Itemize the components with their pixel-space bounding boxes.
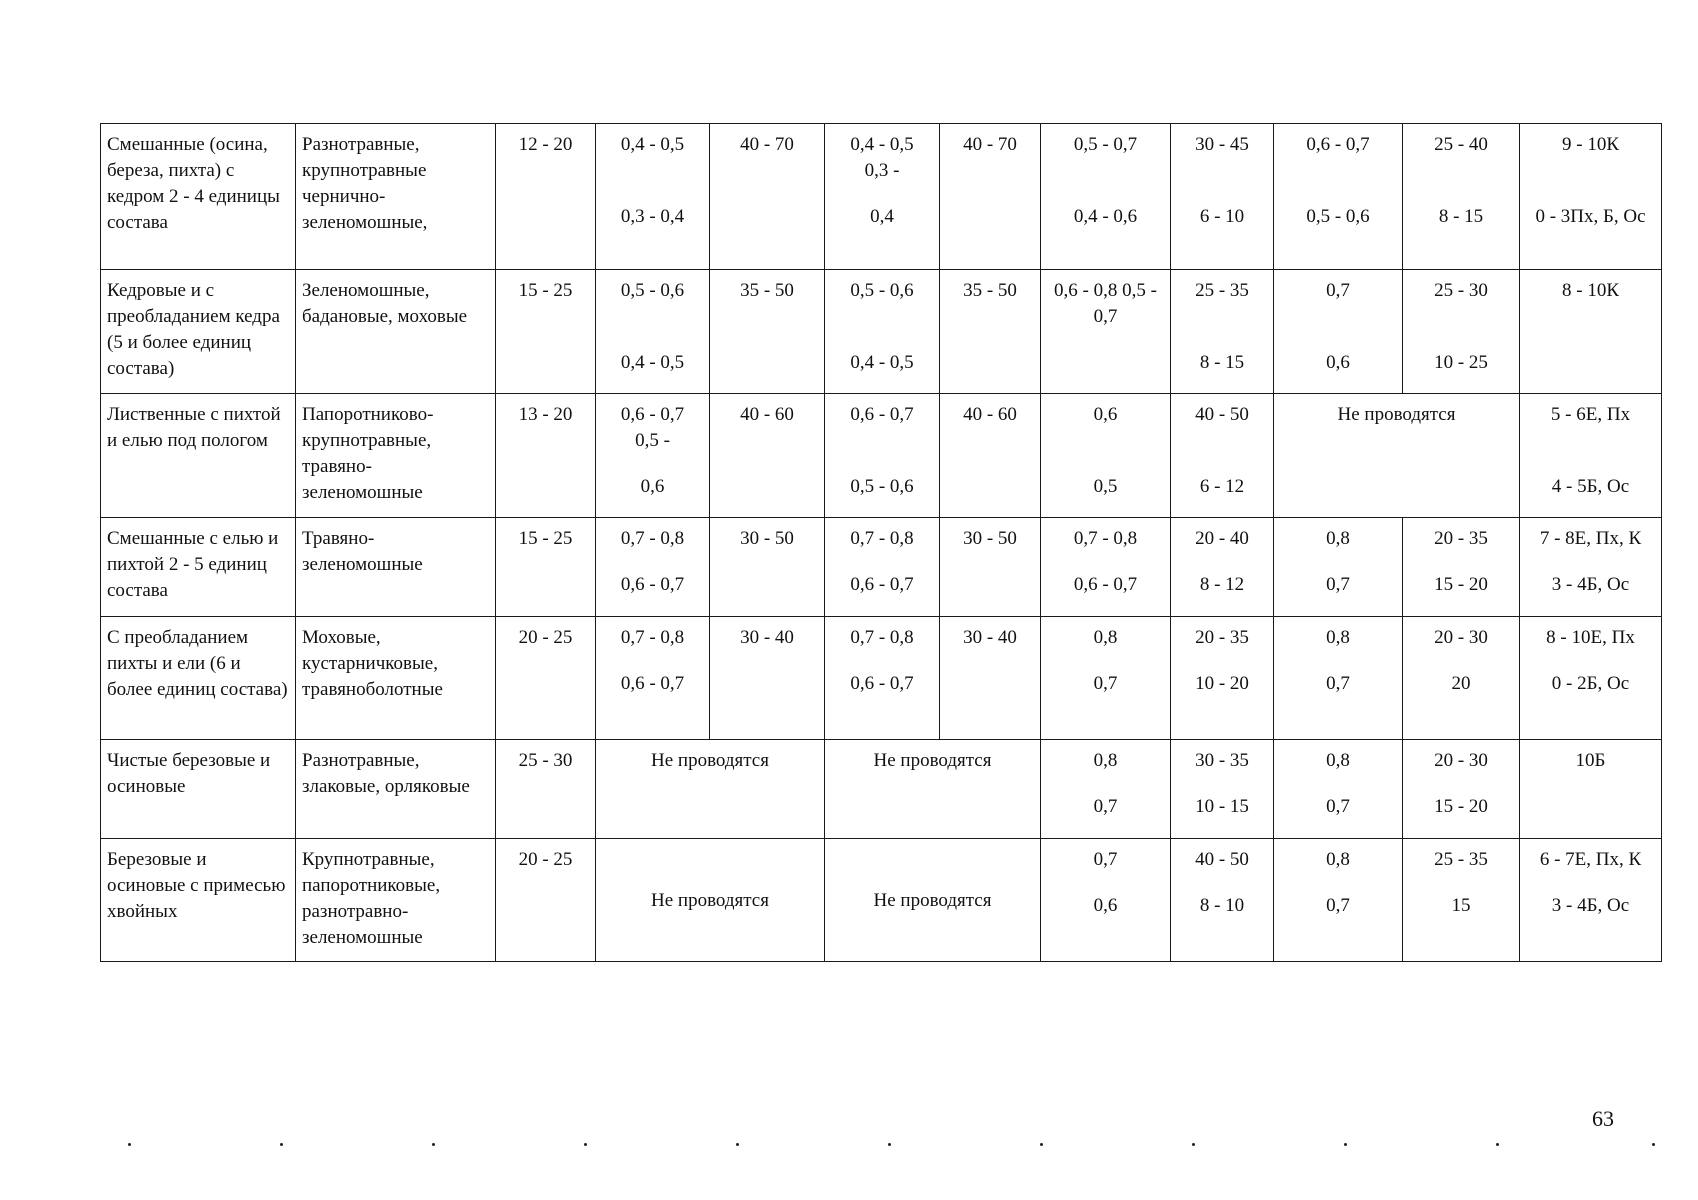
scan-speck <box>1652 1143 1655 1146</box>
cell-c6: 0,7 - 0,8 0,6 - 0,7 <box>825 617 940 740</box>
cell-c5: 40 - 60 <box>710 394 825 518</box>
cell-c10: 0,8 0,7 <box>1274 617 1403 740</box>
cell-c4: 0,7 - 0,8 0,6 - 0,7 <box>596 617 710 740</box>
cell-c7: 40 - 60 <box>940 394 1041 518</box>
cell-c12: 8 - 10Е, Пх 0 - 2Б, Ос <box>1520 617 1662 740</box>
cell-not-conducted: Не проводятся <box>825 839 1041 962</box>
cell-stand-type: С преобладанием пихты и ели (6 и более единиц состава) <box>101 617 296 740</box>
cell-stand-type: Смешанные (осина, береза, пихта) с кедром 2 - 4 единицы состава <box>101 124 296 270</box>
cell-c8: 0,8 0,7 <box>1041 617 1171 740</box>
cell-c8: 0,8 0,7 <box>1041 740 1171 839</box>
cell-stand-type: Смешанные с елью и пихтой 2 - 5 единиц состава <box>101 518 296 617</box>
scan-speck <box>280 1143 283 1146</box>
cell-c3: 13 - 20 <box>496 394 596 518</box>
table-row <box>101 270 1662 394</box>
table-row <box>101 518 1662 617</box>
cell-c5: 30 - 50 <box>710 518 825 617</box>
cell-c8: 0,7 - 0,8 0,6 - 0,7 <box>1041 518 1171 617</box>
cell-not-conducted: Не проводятся <box>596 839 825 962</box>
cell-c11: 20 - 35 15 - 20 <box>1403 518 1520 617</box>
cell-c4: 0,7 - 0,8 0,6 - 0,7 <box>596 518 710 617</box>
cell-c3: 20 - 25 <box>496 617 596 740</box>
scan-speck <box>888 1143 891 1146</box>
cell-c4: 0,5 - 0,6 0,4 - 0,5 <box>596 270 710 394</box>
cell-c10: 0,8 0,7 <box>1274 740 1403 839</box>
cell-c12: 9 - 10К 0 - 3Пх, Б, Ос <box>1520 124 1662 270</box>
cell-c4: 0,6 - 0,7 0,5 - 0,6 <box>596 394 710 518</box>
cell-c7: 30 - 40 <box>940 617 1041 740</box>
cell-c3: 15 - 25 <box>496 270 596 394</box>
cell-forest-group: Моховые, кустарничковые, травяноболотные <box>296 617 496 740</box>
cell-c3: 15 - 25 <box>496 518 596 617</box>
cell-c7: 30 - 50 <box>940 518 1041 617</box>
cell-c12: 10Б <box>1520 740 1662 839</box>
cell-c10: 0,7 0,6 <box>1274 270 1403 394</box>
cell-stand-type: Березовые и осиновые с примесью хвойных <box>101 839 296 962</box>
cell-c6: 0,7 - 0,8 0,6 - 0,7 <box>825 518 940 617</box>
cell-c10: 0,6 - 0,7 0,5 - 0,6 <box>1274 124 1403 270</box>
cell-stand-type: Кедровые и с преобладанием кедра (5 и более единиц состава) <box>101 270 296 394</box>
cell-c5: 30 - 40 <box>710 617 825 740</box>
scan-speck <box>128 1143 131 1146</box>
cell-c8: 0,5 - 0,7 0,4 - 0,6 <box>1041 124 1171 270</box>
cell-c3: 12 - 20 <box>496 124 596 270</box>
cell-c10: 0,8 0,7 <box>1274 518 1403 617</box>
cell-c3: 20 - 25 <box>496 839 596 962</box>
cell-c11: 25 - 30 10 - 25 <box>1403 270 1520 394</box>
table-row <box>101 740 1662 839</box>
cell-c11: 20 - 30 20 <box>1403 617 1520 740</box>
scan-speck <box>432 1143 435 1146</box>
scan-speck <box>1192 1143 1195 1146</box>
scan-speck <box>584 1143 587 1146</box>
cell-c11: 25 - 40 8 - 15 <box>1403 124 1520 270</box>
scan-speck <box>1040 1143 1043 1146</box>
cell-c9: 40 - 50 8 - 10 <box>1171 839 1274 962</box>
cell-c4: 0,4 - 0,5 0,3 - 0,4 <box>596 124 710 270</box>
cell-forest-group: Травяно-зеленомошные <box>296 518 496 617</box>
cell-c3: 25 - 30 <box>496 740 596 839</box>
cell-c12: 7 - 8Е, Пх, К 3 - 4Б, Ос <box>1520 518 1662 617</box>
cell-c11: 20 - 30 15 - 20 <box>1403 740 1520 839</box>
cell-c6: 0,6 - 0,7 0,5 - 0,6 <box>825 394 940 518</box>
cell-c6: 0,5 - 0,6 0,4 - 0,5 <box>825 270 940 394</box>
cell-forest-group: Крупнотравные, папоротниковые, разнотравно-зеленомошные <box>296 839 496 962</box>
scan-speck <box>1344 1143 1347 1146</box>
cell-c9: 30 - 45 6 - 10 <box>1171 124 1274 270</box>
cell-c8: 0,6 0,5 <box>1041 394 1171 518</box>
cell-forest-group: Папоротниково-крупнотравные, травяно-зеленомошные <box>296 394 496 518</box>
cell-c12: 5 - 6Е, Пх 4 - 5Б, Ос <box>1520 394 1662 518</box>
cell-c5: 35 - 50 <box>710 270 825 394</box>
forest-thinning-table <box>100 123 1662 962</box>
cell-c9: 20 - 35 10 - 20 <box>1171 617 1274 740</box>
cell-c12: 6 - 7Е, Пх, К 3 - 4Б, Ос <box>1520 839 1662 962</box>
cell-c11: 25 - 35 15 <box>1403 839 1520 962</box>
table-row <box>101 394 1662 518</box>
cell-c7: 40 - 70 <box>940 124 1041 270</box>
cell-c7: 35 - 50 <box>940 270 1041 394</box>
cell-stand-type: Лиственные с пихтой и елью под пологом <box>101 394 296 518</box>
cell-forest-group: Разнотравные, злаковые, орляковые <box>296 740 496 839</box>
page-number: 63 <box>1592 1106 1614 1131</box>
cell-c8: 0,7 0,6 <box>1041 839 1171 962</box>
cell-c9: 25 - 35 8 - 15 <box>1171 270 1274 394</box>
scan-speck <box>1496 1143 1499 1146</box>
cell-c10: 0,8 0,7 <box>1274 839 1403 962</box>
cell-c8: 0,6 - 0,8 0,5 - 0,7 <box>1041 270 1171 394</box>
cell-c9: 40 - 50 6 - 12 <box>1171 394 1274 518</box>
cell-not-conducted: Не проводятся <box>596 740 825 839</box>
cell-stand-type: Чистые березовые и осиновые <box>101 740 296 839</box>
cell-c9: 20 - 40 8 - 12 <box>1171 518 1274 617</box>
table-row <box>101 839 1662 962</box>
cell-not-conducted: Не проводятся <box>825 740 1041 839</box>
cell-forest-group: Зеленомошные, бадановые, моховые <box>296 270 496 394</box>
table-row <box>101 617 1662 740</box>
scan-speck <box>736 1143 739 1146</box>
cell-c12: 8 - 10К <box>1520 270 1662 394</box>
cell-c6: 0,4 - 0,5 0,3 - 0,4 <box>825 124 940 270</box>
table-row <box>101 124 1662 270</box>
cell-not-conducted: Не проводятся <box>1274 394 1520 518</box>
cell-c9: 30 - 35 10 - 15 <box>1171 740 1274 839</box>
cell-forest-group: Разнотравные, крупнотравные чернично-зеленомошные, <box>296 124 496 270</box>
cell-c5: 40 - 70 <box>710 124 825 270</box>
